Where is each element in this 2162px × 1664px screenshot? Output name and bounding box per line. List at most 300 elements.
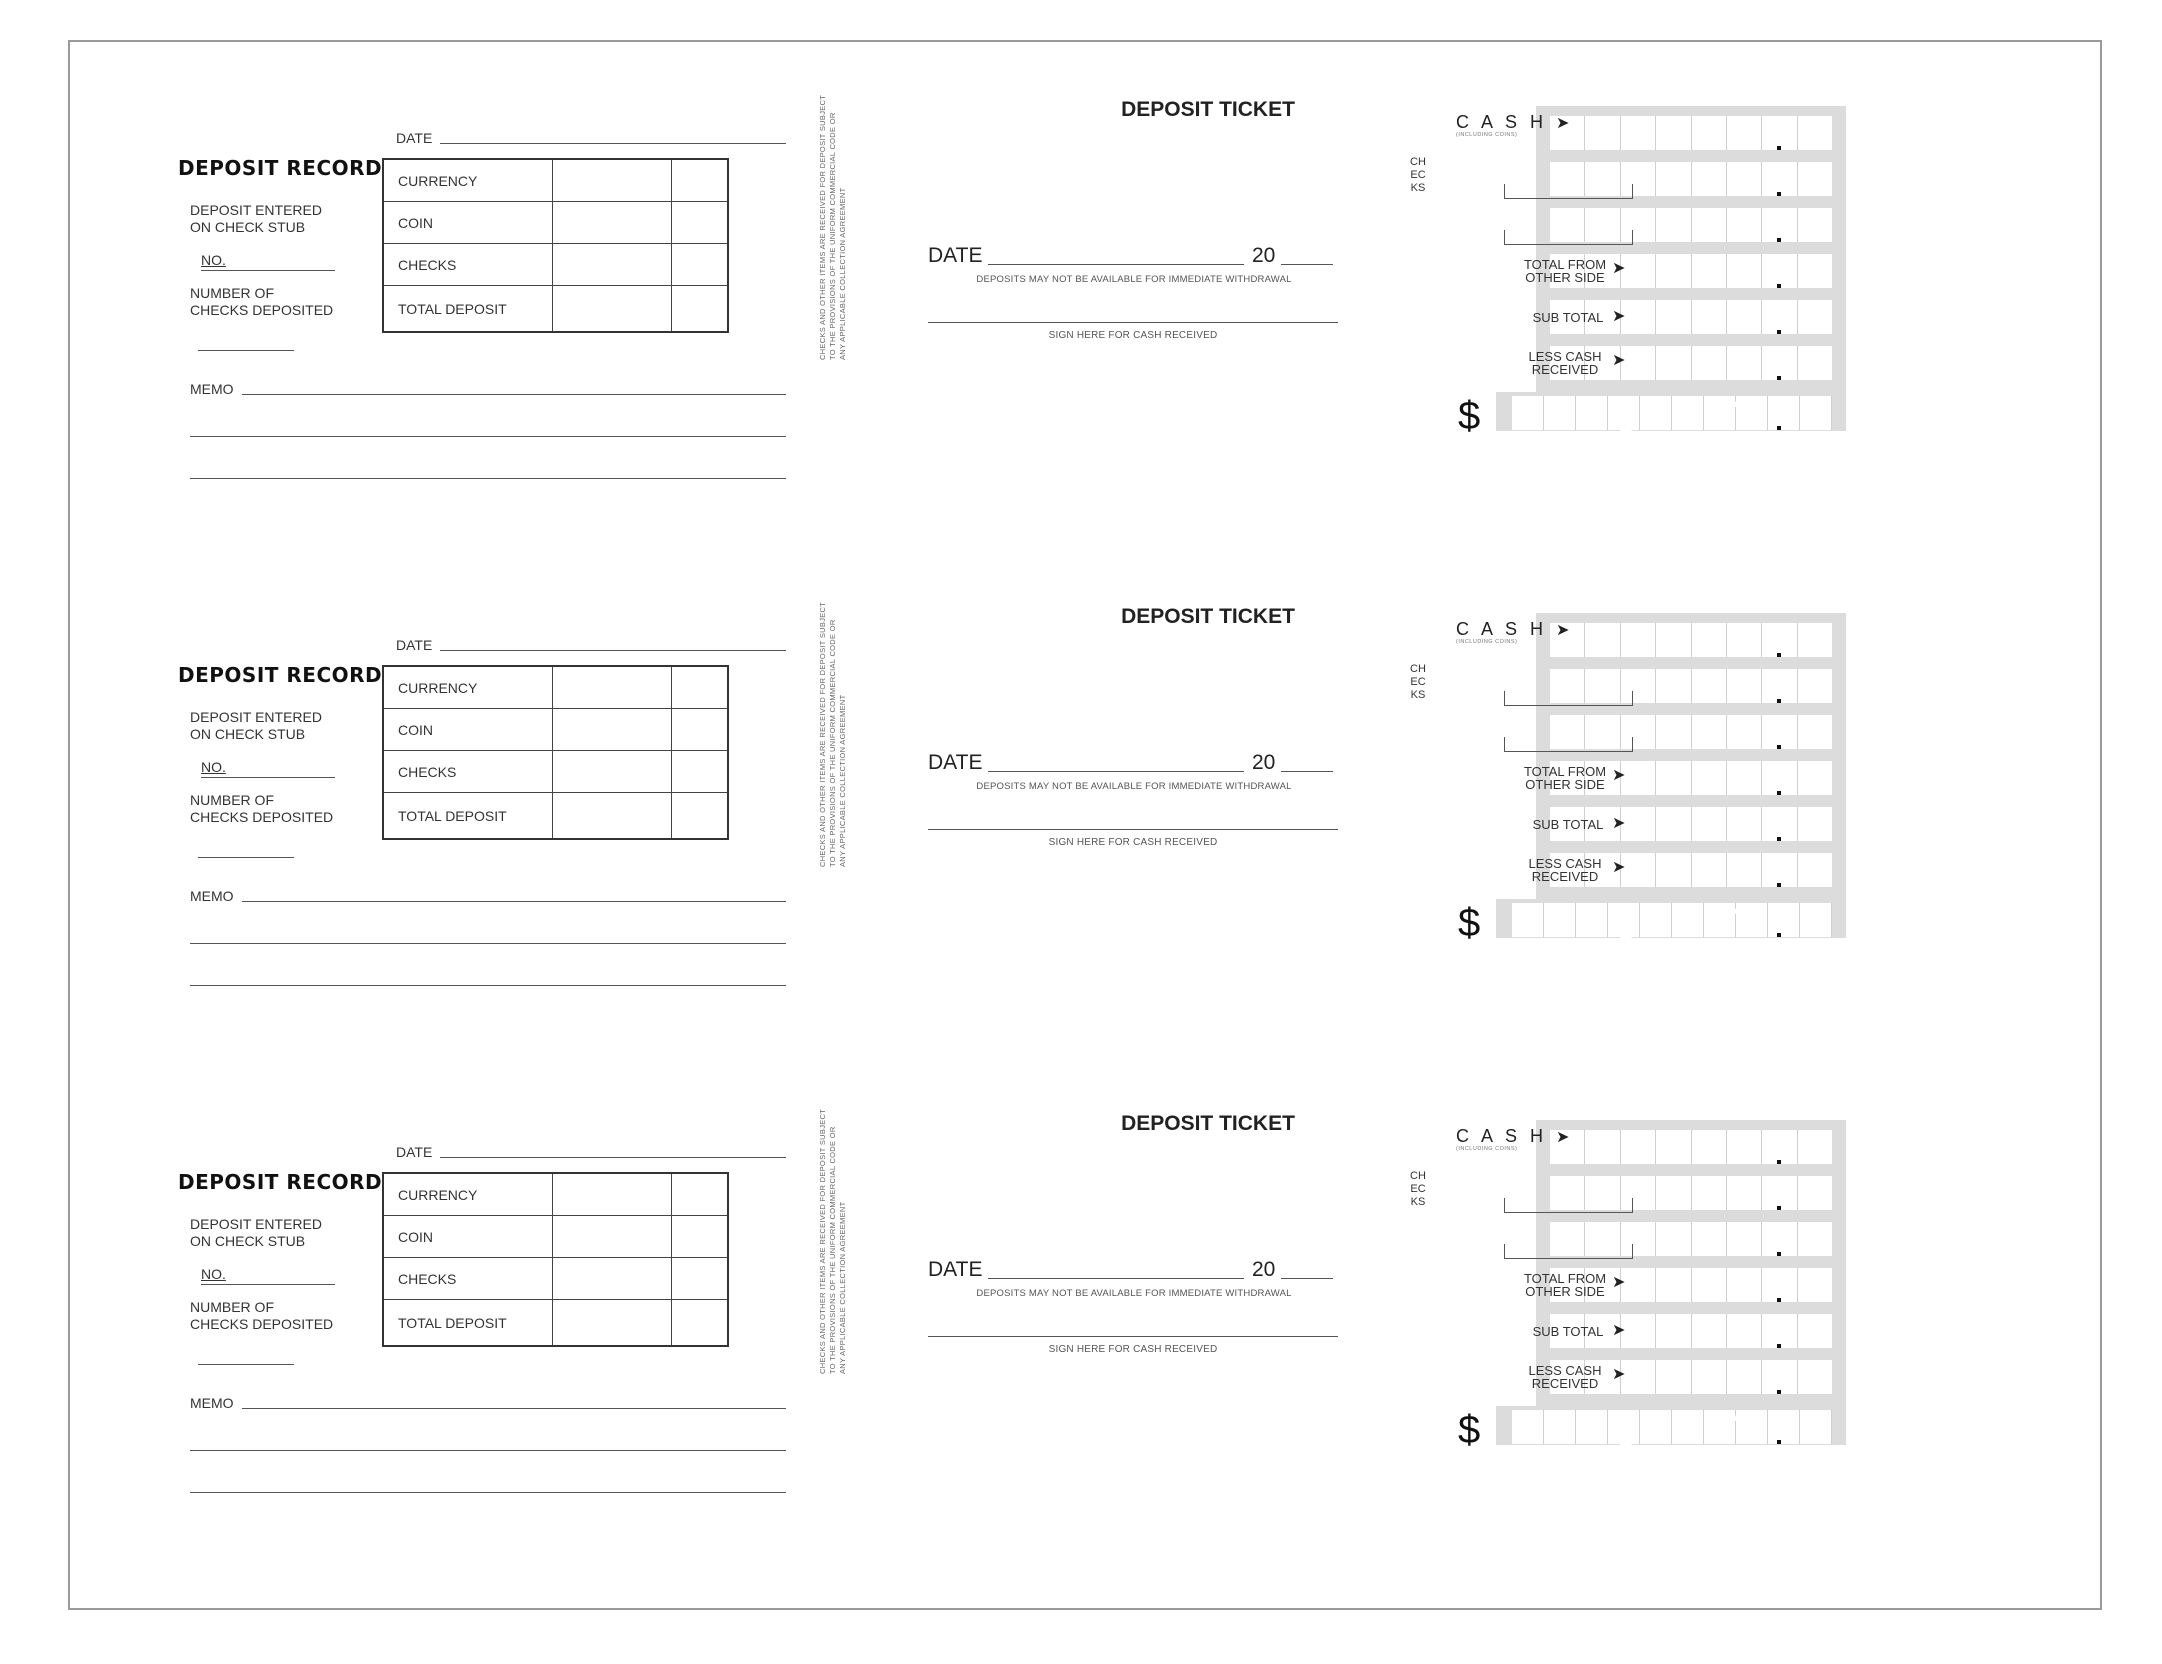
digit-box[interactable] <box>1762 1222 1797 1256</box>
dollars-cell[interactable] <box>553 1216 672 1258</box>
memo-line-1[interactable] <box>242 1408 786 1409</box>
record-row-checks <box>383 1258 728 1300</box>
digit-box[interactable] <box>1640 903 1672 937</box>
separator-triangle-icon <box>1620 929 1632 938</box>
record-row-label: TOTAL DEPOSIT <box>383 1300 553 1347</box>
digit-box[interactable] <box>1672 1410 1704 1444</box>
signature-field[interactable] <box>928 322 1338 323</box>
digit-box[interactable] <box>1544 396 1576 430</box>
digit-box[interactable] <box>1585 1130 1620 1164</box>
ticket-date-label: DATE <box>928 244 983 267</box>
decimal-point <box>1777 1440 1781 1444</box>
record-row-label: COIN <box>383 709 553 751</box>
decimal-point <box>1777 837 1781 841</box>
deposit-entered-line2: ON CHECK STUB <box>190 219 306 235</box>
cash-label-text: C A S H <box>1456 1126 1548 1146</box>
dollars-cell[interactable] <box>553 793 672 840</box>
cash-label <box>1456 112 1573 133</box>
digit-box[interactable] <box>1692 853 1727 887</box>
cash-label <box>1456 619 1573 640</box>
deposit-slip-3 <box>70 1082 2100 1590</box>
digit-box[interactable] <box>1798 1176 1832 1210</box>
digit-box[interactable] <box>1762 1176 1797 1210</box>
digit-box[interactable] <box>1762 669 1797 703</box>
arrow-icon: ➤ <box>1612 1366 1626 1383</box>
cents-cell[interactable] <box>672 202 729 244</box>
signature-field[interactable] <box>928 1336 1338 1337</box>
record-row-label: TOTAL DEPOSIT <box>383 286 553 333</box>
dollars-cell[interactable] <box>553 1300 672 1347</box>
net-deposit-row[interactable] <box>1512 396 1832 430</box>
check-entry-field[interactable] <box>1504 184 1633 199</box>
number-of-checks-label <box>190 285 333 319</box>
separator-triangle-icon <box>1732 1228 1744 1237</box>
digit-box[interactable] <box>1762 853 1797 887</box>
memo-line-3[interactable] <box>190 985 786 986</box>
cents-cell[interactable] <box>672 1300 729 1347</box>
deposit-entered-label <box>190 202 322 236</box>
decimal-point <box>1777 330 1781 334</box>
record-row-label: CURRENCY <box>383 666 553 709</box>
separator-triangle-icon <box>1732 1320 1744 1329</box>
digit-box[interactable] <box>1621 853 1656 887</box>
digit-box[interactable] <box>1768 396 1800 430</box>
separator-triangle-icon <box>1732 398 1744 407</box>
stub-no-label: NO. <box>201 252 226 268</box>
digit-box[interactable] <box>1798 1268 1832 1302</box>
digit-box[interactable] <box>1621 1360 1656 1394</box>
number-of-checks-field[interactable] <box>198 1364 294 1365</box>
total-other-line2: OTHER SIDE <box>1525 270 1605 285</box>
digit-box[interactable] <box>1621 1130 1656 1164</box>
total-other-line1: TOTAL FROM <box>1523 257 1607 272</box>
digit-box[interactable] <box>1762 807 1797 841</box>
record-amount-table <box>382 158 729 333</box>
record-amount-table <box>382 665 729 840</box>
digit-box[interactable] <box>1621 254 1656 288</box>
deposit-entered-line1: DEPOSIT ENTERED <box>190 1216 322 1232</box>
fine-print <box>818 527 848 867</box>
dollars-cell[interactable] <box>553 159 672 202</box>
arrow-icon: ➤ <box>1612 767 1626 784</box>
cents-cell[interactable] <box>672 1173 729 1216</box>
dollars-cell[interactable] <box>553 1173 672 1216</box>
digit-box[interactable] <box>1800 396 1832 430</box>
fine-print-line3: ANY APPLICABLE COLLECTION AGREEMENT <box>838 187 847 360</box>
less-cash-line1: LESS CASH <box>1528 349 1602 364</box>
ticket-date-field[interactable] <box>988 264 1244 265</box>
record-date-label: DATE <box>396 130 433 146</box>
signature-label: SIGN HERE FOR CASH RECEIVED <box>1048 1344 1218 1355</box>
number-of-checks-line2: CHECKS DEPOSITED <box>190 809 334 825</box>
digit-box[interactable] <box>1762 1360 1797 1394</box>
digit-box[interactable] <box>1762 162 1797 196</box>
number-of-checks-field[interactable] <box>198 857 294 858</box>
number-of-checks-line1: NUMBER OF <box>190 1299 274 1315</box>
total-other-side-label <box>1510 765 1620 791</box>
digit-box[interactable] <box>1762 623 1797 657</box>
arrow-icon: ➤ <box>1556 622 1574 639</box>
record-row-currency <box>383 666 728 709</box>
digit-box[interactable] <box>1621 346 1656 380</box>
decimal-point <box>1777 653 1781 657</box>
ticket-date-field[interactable] <box>988 771 1244 772</box>
record-date-field[interactable] <box>440 1157 786 1158</box>
number-of-checks-line2: CHECKS DEPOSITED <box>190 1316 334 1332</box>
total-other-line2: OTHER SIDE <box>1525 1284 1605 1299</box>
decimal-point <box>1777 933 1781 937</box>
check-entry-field[interactable] <box>1504 691 1633 706</box>
digit-box[interactable] <box>1656 623 1691 657</box>
record-row-label: CURRENCY <box>383 1173 553 1216</box>
net-deposit-row[interactable] <box>1512 1410 1832 1444</box>
digit-box[interactable] <box>1798 208 1832 242</box>
record-row-label: COIN <box>383 1216 553 1258</box>
withdrawal-notice: DEPOSITS MAY NOT BE AVAILABLE FOR IMMEDIATE WITHDRAWAL <box>976 274 1292 285</box>
record-row-coin <box>383 709 728 751</box>
fine-print <box>818 1034 848 1374</box>
ticket-date-label: DATE <box>928 1258 983 1281</box>
digit-box[interactable] <box>1544 903 1576 937</box>
ticket-year-prefix: 20 <box>1252 1258 1276 1281</box>
record-date-field[interactable] <box>440 143 786 144</box>
digit-box[interactable] <box>1692 715 1727 749</box>
digit-box[interactable] <box>1656 1268 1691 1302</box>
digit-box[interactable] <box>1656 669 1691 703</box>
decimal-point <box>1777 699 1781 703</box>
less-cash-line2: RECEIVED <box>1531 869 1599 884</box>
deposit-entered-line2: ON CHECK STUB <box>190 1233 306 1249</box>
digit-box[interactable] <box>1621 1314 1656 1348</box>
amount-entry-row[interactable] <box>1550 623 1832 657</box>
digit-box[interactable] <box>1692 346 1727 380</box>
digit-box[interactable] <box>1656 254 1691 288</box>
digit-box[interactable] <box>1762 1314 1797 1348</box>
ticket-title: DEPOSIT TICKET <box>1121 98 1295 121</box>
ticket-year-prefix: 20 <box>1252 244 1276 267</box>
digit-box[interactable] <box>1621 623 1656 657</box>
digit-box[interactable] <box>1672 396 1704 430</box>
stub-no-field[interactable] <box>201 777 335 778</box>
dollar-sign: $ <box>1458 901 1481 945</box>
arrow-icon: ➤ <box>1612 1274 1626 1291</box>
fine-print-line3: ANY APPLICABLE COLLECTION AGREEMENT <box>838 694 847 867</box>
digit-box[interactable] <box>1798 807 1832 841</box>
memo-line-3[interactable] <box>190 1492 786 1493</box>
digit-box[interactable] <box>1727 623 1762 657</box>
separator-triangle-icon <box>1732 905 1744 914</box>
memo-line-2[interactable] <box>190 436 786 437</box>
digit-box[interactable] <box>1640 1410 1672 1444</box>
digit-box[interactable] <box>1656 162 1691 196</box>
record-date-field[interactable] <box>440 650 786 651</box>
digit-box[interactable] <box>1727 1130 1762 1164</box>
record-row-currency <box>383 159 728 202</box>
cash-label <box>1456 1126 1573 1147</box>
decimal-point <box>1777 284 1781 288</box>
total-other-line2: OTHER SIDE <box>1525 777 1605 792</box>
less-cash-line1: LESS CASH <box>1528 1363 1602 1378</box>
memo-line-1[interactable] <box>242 901 786 902</box>
record-row-total <box>383 793 728 840</box>
less-cash-line2: RECEIVED <box>1531 362 1599 377</box>
decimal-point <box>1777 1206 1781 1210</box>
dollar-sign: $ <box>1458 394 1481 438</box>
dollars-cell[interactable] <box>553 666 672 709</box>
memo-line-3[interactable] <box>190 478 786 479</box>
decimal-point <box>1777 426 1781 430</box>
number-of-checks-field[interactable] <box>198 350 294 351</box>
decimal-point <box>1777 376 1781 380</box>
digit-box[interactable] <box>1798 116 1832 150</box>
digit-box[interactable] <box>1692 807 1727 841</box>
digit-box[interactable] <box>1656 1222 1691 1256</box>
digit-box[interactable] <box>1640 396 1672 430</box>
digit-box[interactable] <box>1621 807 1656 841</box>
arrow-icon: ➤ <box>1612 859 1626 876</box>
separator-triangle-icon <box>1732 1412 1744 1421</box>
memo-label: MEMO <box>190 381 234 397</box>
cents-cell[interactable] <box>672 286 729 333</box>
digit-box[interactable] <box>1656 1130 1691 1164</box>
digit-box[interactable] <box>1798 1314 1832 1348</box>
digit-box[interactable] <box>1762 761 1797 795</box>
withdrawal-notice: DEPOSITS MAY NOT BE AVAILABLE FOR IMMEDIATE WITHDRAWAL <box>976 1288 1292 1299</box>
digit-box[interactable] <box>1585 116 1620 150</box>
dollars-cell[interactable] <box>553 244 672 286</box>
record-row-total <box>383 286 728 333</box>
amount-entry-row[interactable] <box>1550 116 1832 150</box>
record-row-total <box>383 1300 728 1347</box>
memo-line-2[interactable] <box>190 943 786 944</box>
digit-box[interactable] <box>1692 116 1727 150</box>
fine-print-line1: CHECKS AND OTHER ITEMS ARE RECEIVED FOR DEPOSIT SUBJECT <box>818 1108 827 1374</box>
digit-box[interactable] <box>1762 715 1797 749</box>
check-entry-field[interactable] <box>1504 1244 1633 1259</box>
decimal-point <box>1777 1160 1781 1164</box>
digit-box[interactable] <box>1656 807 1691 841</box>
digit-box[interactable] <box>1692 208 1727 242</box>
separator-triangle-icon <box>1732 1274 1744 1283</box>
separator-triangle-icon <box>1732 1366 1744 1375</box>
total-other-line1: TOTAL FROM <box>1523 764 1607 779</box>
digit-box[interactable] <box>1762 208 1797 242</box>
checks-label: CHECKS <box>1410 663 1426 701</box>
less-cash-label <box>1510 857 1620 883</box>
check-entry-field[interactable] <box>1504 230 1633 245</box>
digit-box[interactable] <box>1656 1360 1691 1394</box>
memo-line-2[interactable] <box>190 1450 786 1451</box>
ticket-title: DEPOSIT TICKET <box>1121 1112 1295 1135</box>
digit-box[interactable] <box>1798 623 1832 657</box>
digit-box[interactable] <box>1768 1410 1800 1444</box>
decimal-point <box>1777 1344 1781 1348</box>
digit-box[interactable] <box>1798 1222 1832 1256</box>
digit-box[interactable] <box>1798 300 1832 334</box>
digit-box[interactable] <box>1692 1314 1727 1348</box>
digit-box[interactable] <box>1656 346 1691 380</box>
digit-box[interactable] <box>1512 396 1544 430</box>
digit-box[interactable] <box>1585 623 1620 657</box>
digit-box[interactable] <box>1692 669 1727 703</box>
digit-box[interactable] <box>1692 761 1727 795</box>
withdrawal-notice: DEPOSITS MAY NOT BE AVAILABLE FOR IMMEDIATE WITHDRAWAL <box>976 781 1292 792</box>
subtotal-label: SUB TOTAL <box>1532 817 1604 832</box>
digit-box[interactable] <box>1656 1176 1691 1210</box>
record-title: DEPOSIT RECORD <box>178 663 383 687</box>
digit-box[interactable] <box>1656 300 1691 334</box>
digit-box[interactable] <box>1576 1410 1608 1444</box>
deposit-entered-label <box>190 709 322 743</box>
cash-label-text: C A S H <box>1456 619 1548 639</box>
separator-triangle-icon <box>1732 306 1744 315</box>
digit-box[interactable] <box>1692 162 1727 196</box>
decimal-point <box>1777 192 1781 196</box>
cents-cell[interactable] <box>672 1258 729 1300</box>
record-amount-table <box>382 1172 729 1347</box>
digit-box[interactable] <box>1798 761 1832 795</box>
digit-box[interactable] <box>1621 1268 1656 1302</box>
digit-box[interactable] <box>1762 300 1797 334</box>
digit-box[interactable] <box>1762 1130 1797 1164</box>
separator-triangle-icon <box>1732 214 1744 223</box>
signature-field[interactable] <box>928 829 1338 830</box>
digit-box[interactable] <box>1800 903 1832 937</box>
record-row-label: COIN <box>383 202 553 244</box>
digit-box[interactable] <box>1692 1222 1727 1256</box>
cash-label-text: C A S H <box>1456 112 1548 132</box>
separator-triangle-icon <box>1732 813 1744 822</box>
digit-box[interactable] <box>1798 346 1832 380</box>
arrow-icon: ➤ <box>1612 1322 1626 1339</box>
digit-box[interactable] <box>1692 254 1727 288</box>
form-sheet <box>68 40 2102 1610</box>
ticket-year-field[interactable] <box>1281 1278 1333 1279</box>
dollars-cell[interactable] <box>553 202 672 244</box>
digit-box[interactable] <box>1621 116 1656 150</box>
digit-box[interactable] <box>1798 162 1832 196</box>
cents-cell[interactable] <box>672 159 729 202</box>
digit-box[interactable] <box>1656 761 1691 795</box>
digit-box[interactable] <box>1544 1410 1576 1444</box>
memo-label: MEMO <box>190 888 234 904</box>
digit-box[interactable] <box>1762 116 1797 150</box>
check-entry-field[interactable] <box>1504 737 1633 752</box>
digit-box[interactable] <box>1762 1268 1797 1302</box>
arrow-icon: ➤ <box>1612 352 1626 369</box>
record-date-label: DATE <box>396 1144 433 1160</box>
cents-cell[interactable] <box>672 244 729 286</box>
record-title: DEPOSIT RECORD <box>178 1170 383 1194</box>
digit-box[interactable] <box>1692 1360 1727 1394</box>
deposit-slip-1 <box>70 68 2100 576</box>
digit-box[interactable] <box>1800 1410 1832 1444</box>
cents-cell[interactable] <box>672 793 729 840</box>
deposit-entered-line1: DEPOSIT ENTERED <box>190 709 322 725</box>
digit-box[interactable] <box>1656 1314 1691 1348</box>
dollars-cell[interactable] <box>553 1258 672 1300</box>
digit-box[interactable] <box>1692 623 1727 657</box>
digit-box[interactable] <box>1692 300 1727 334</box>
digit-box[interactable] <box>1798 715 1832 749</box>
digit-box[interactable] <box>1576 903 1608 937</box>
dollars-cell[interactable] <box>553 751 672 793</box>
checks-label: CHECKS <box>1410 156 1426 194</box>
digit-box[interactable] <box>1512 1410 1544 1444</box>
ticket-year-prefix: 20 <box>1252 751 1276 774</box>
digit-box[interactable] <box>1692 1268 1727 1302</box>
digit-box[interactable] <box>1656 715 1691 749</box>
fine-print-line2: TO THE PROVISIONS OF THE UNIFORM COMMERCIAL CODE OR <box>828 1126 837 1374</box>
check-entry-field[interactable] <box>1504 1198 1633 1213</box>
number-of-checks-label <box>190 1299 333 1333</box>
arrow-icon: ➤ <box>1556 1129 1574 1146</box>
record-date-label: DATE <box>396 637 433 653</box>
digit-box[interactable] <box>1656 208 1691 242</box>
digit-box[interactable] <box>1798 1360 1832 1394</box>
separator-triangle-icon <box>1732 260 1744 269</box>
dollars-cell[interactable] <box>553 709 672 751</box>
digit-box[interactable] <box>1672 903 1704 937</box>
decimal-point <box>1777 1298 1781 1302</box>
ticket-year-field[interactable] <box>1281 264 1333 265</box>
digit-box[interactable] <box>1621 761 1656 795</box>
amount-entry-row[interactable] <box>1550 1130 1832 1164</box>
stub-no-field[interactable] <box>201 270 335 271</box>
digit-box[interactable] <box>1576 396 1608 430</box>
memo-line-1[interactable] <box>242 394 786 395</box>
record-row-checks <box>383 244 728 286</box>
digit-box[interactable] <box>1798 254 1832 288</box>
digit-box[interactable] <box>1692 1130 1727 1164</box>
digit-box[interactable] <box>1798 1130 1832 1164</box>
dollars-cell[interactable] <box>553 286 672 333</box>
digit-box[interactable] <box>1798 669 1832 703</box>
digit-box[interactable] <box>1727 116 1762 150</box>
digit-box[interactable] <box>1512 903 1544 937</box>
decimal-point <box>1777 1252 1781 1256</box>
total-other-side-label <box>1510 1272 1620 1298</box>
digit-box[interactable] <box>1621 300 1656 334</box>
decimal-point <box>1777 238 1781 242</box>
digit-box[interactable] <box>1762 254 1797 288</box>
record-row-coin <box>383 1216 728 1258</box>
stub-no-field[interactable] <box>201 1284 335 1285</box>
ticket-date-field[interactable] <box>988 1278 1244 1279</box>
digit-box[interactable] <box>1768 903 1800 937</box>
cents-cell[interactable] <box>672 666 729 709</box>
number-of-checks-line1: NUMBER OF <box>190 792 274 808</box>
cents-cell[interactable] <box>672 709 729 751</box>
digit-box[interactable] <box>1692 1176 1727 1210</box>
record-row-label: TOTAL DEPOSIT <box>383 793 553 840</box>
cents-cell[interactable] <box>672 1216 729 1258</box>
digit-box[interactable] <box>1798 853 1832 887</box>
deposit-entered-line2: ON CHECK STUB <box>190 726 306 742</box>
fine-print-line2: TO THE PROVISIONS OF THE UNIFORM COMMERCIAL CODE OR <box>828 112 837 360</box>
cents-cell[interactable] <box>672 751 729 793</box>
total-other-line1: TOTAL FROM <box>1523 1271 1607 1286</box>
ticket-year-field[interactable] <box>1281 771 1333 772</box>
digit-box[interactable] <box>1656 853 1691 887</box>
digit-box[interactable] <box>1656 116 1691 150</box>
net-deposit-row[interactable] <box>1512 903 1832 937</box>
record-row-label: CHECKS <box>383 244 553 286</box>
digit-box[interactable] <box>1762 346 1797 380</box>
separator-triangle-icon <box>1732 168 1744 177</box>
deposit-slip-2 <box>70 575 2100 1083</box>
fine-print <box>818 20 848 360</box>
